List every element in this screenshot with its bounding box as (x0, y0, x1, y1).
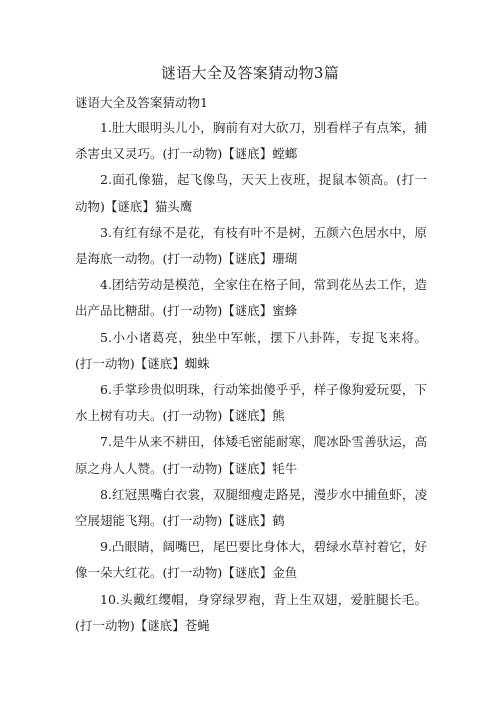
riddle-item: 7.是牛从来不耕田，体矮毛密能耐寒，爬冰卧雪善驮运，高原之舟人人赞。(打一动物)【谜底】牦牛 (75, 434, 427, 476)
riddle-item: 4.团结劳动是模范，全家住在格子间，常到花丛去工作，造出产品比糖甜。(打一动物)【谜底】蜜蜂 (75, 277, 427, 319)
riddle-item: 1.肚大眼明头儿小，胸前有对大砍刀，别看样子有点笨，捕杀害虫又灵巧。(打一动物)【谜底】螳螂 (75, 120, 427, 162)
riddle-item: 10.头戴红缨帽，身穿绿罗袍，背上生双翅，爱脏腿长毛。(打一动物)【谜底】苍蝇 (75, 591, 427, 633)
riddle-item: 2.面孔像猫，起飞像鸟，天天上夜班，捉鼠本领高。(打一动物)【谜底】猫头鹰 (75, 172, 427, 214)
riddle-item: 6.手掌珍贵似明珠，行动笨拙傻乎乎，样子像狗爱玩耍，下水上树有功夫。(打一动物)【谜底】熊 (75, 381, 427, 424)
riddle-list (75, 115, 427, 639)
section-subtitle: 谜语大全及答案猜动物1 (75, 95, 208, 110)
riddle-item: 5.小小诸葛亮，独坐中军帐，摆下八卦阵，专捉飞来将。(打一动物)【谜底】蜘蛛 (75, 329, 427, 371)
riddle-item: 9.凸眼睛，阔嘴巴，尾巴要比身体大，碧绿水草衬着它，好像一朵大红花。(打一动物)【谜底】金鱼 (75, 539, 427, 581)
riddle-item: 8.红冠黑嘴白衣裳，双腿细瘦走路晃，漫步水中捕鱼虾，凌空展翅能飞翔。(打一动物)【谜底】鹤 (75, 486, 427, 528)
riddle-item: 3.有红有绿不是花，有枝有叶不是树，五颜六色居水中，原是海底一动物。(打一动物)【谜底】珊瑚 (75, 224, 427, 266)
page-title: 谜语大全及答案猜动物3篇 (160, 64, 340, 82)
